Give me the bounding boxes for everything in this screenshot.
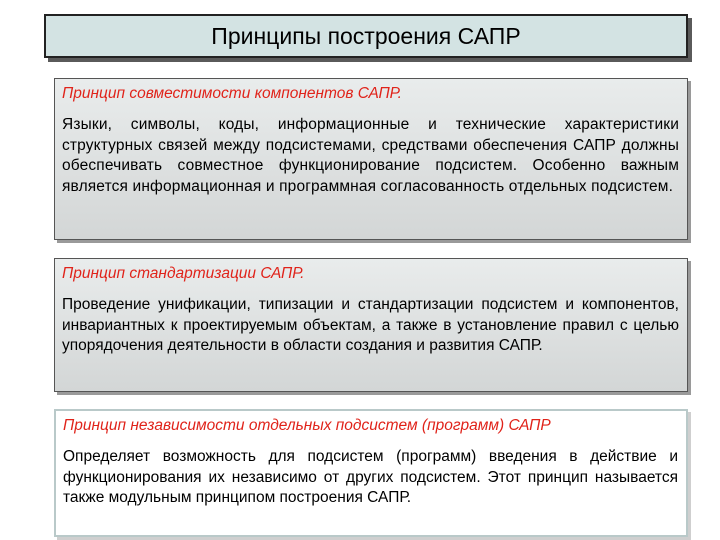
- principle-standardization-panel: [54, 258, 688, 392]
- principle-heading: Принцип стандартизации САПР.: [62, 265, 305, 282]
- principle-independence-panel: [54, 409, 688, 537]
- principle-text: Определяет возможность для подсистем (программ) введения в действие и функционирования их независимо от других подсистем. Этот принцип называется также модульным принципом построения САПР.: [63, 448, 678, 506]
- page-title: Принципы построения САПР: [211, 22, 521, 49]
- principle-text: Проведение унификации, типизации и стандартизации подсистем и компонентов, инвариантных к проектируемым объектам, а также в установление правил с целью упорядочения деятельности в области создания и развития САПР.: [62, 296, 679, 354]
- principle-text: Языки, символы, коды, информационные и технические характеристики структурных связей между подсистемами, средствами обеспечения САПР должны обеспечивать совместное функционирование подсистем. Особенно важным является информационная и программная согласованность отдельных подсистем.: [62, 116, 679, 195]
- title-banner: [44, 14, 688, 58]
- principle-heading: Принцип независимости отдельных подсистем (программ) САПР: [63, 417, 551, 434]
- principle-compatibility-panel: [54, 78, 688, 240]
- principle-heading: Принцип совместимости компонентов САПР.: [62, 85, 402, 102]
